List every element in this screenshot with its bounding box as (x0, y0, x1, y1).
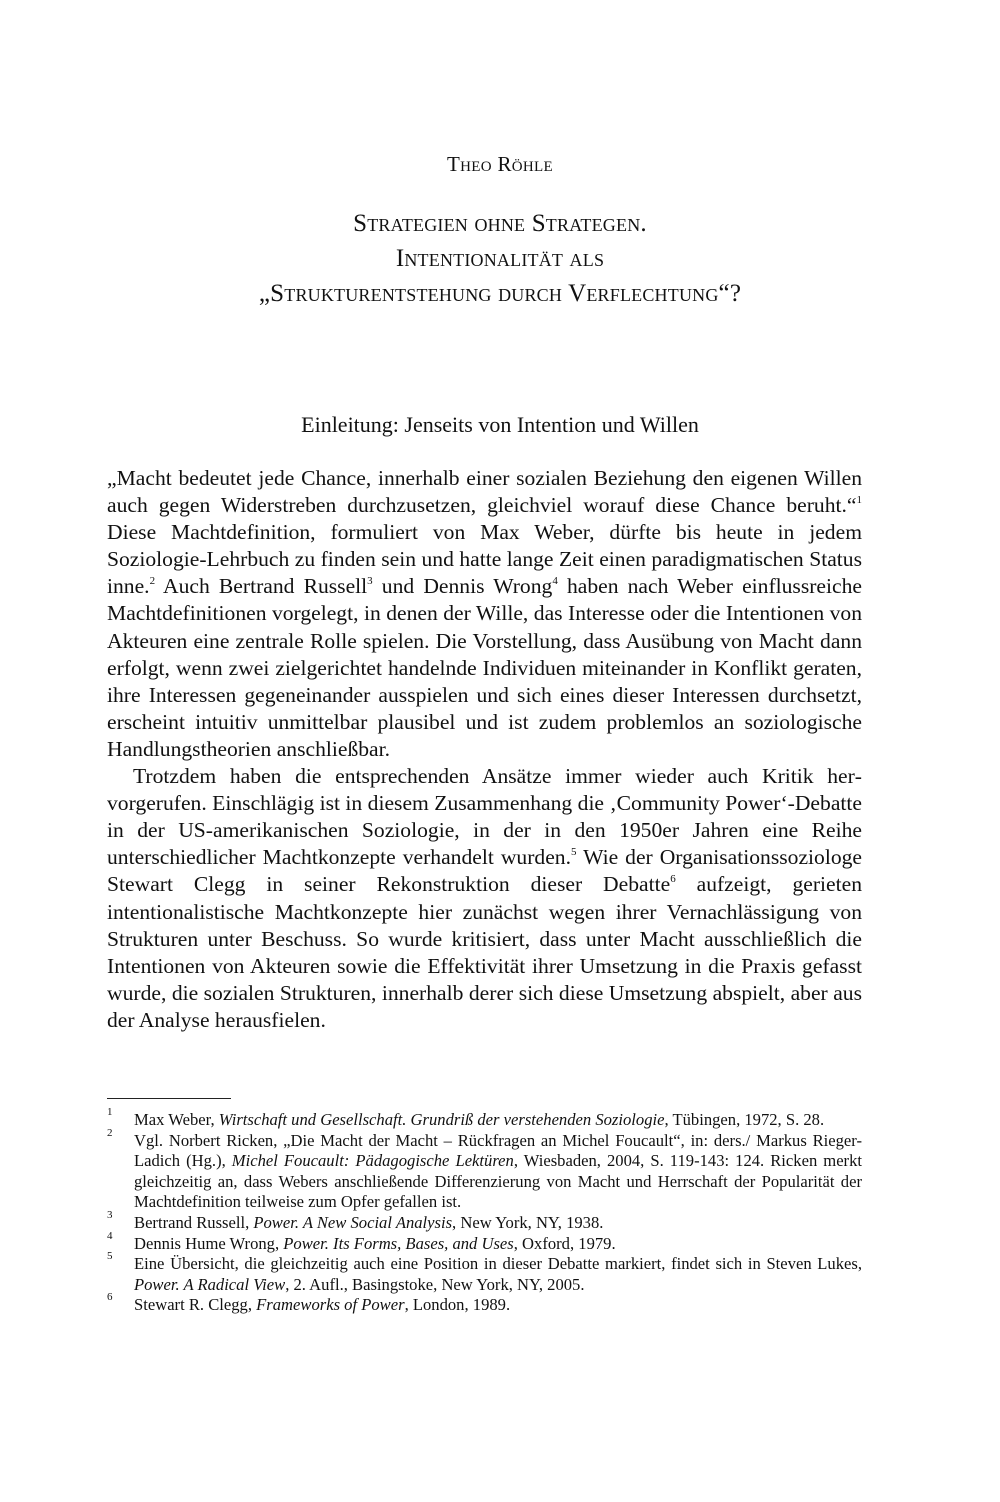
footnote-separator (107, 1098, 231, 1099)
footnote-4 (107, 1229, 862, 1255)
footnote-1 (107, 1106, 862, 1131)
paragraph-2 (107, 763, 862, 1034)
footnote-5 (107, 1250, 862, 1295)
paragraph-1 (107, 465, 862, 763)
footnote-number: 2 (107, 1126, 113, 1139)
text-run: Vgl. Norbert Ricken, „Die Macht der Macht – Rückfragen an Michel Foucault“, in: ders./ Markus Rieger-Ladich (Hg.), (134, 1130, 862, 1171)
chapter-title-line-3: „Strukturentstehung durch Verflechtung“? (258, 280, 742, 307)
footnotes (107, 1106, 862, 1316)
footnote-reference[interactable]: 5 (571, 846, 577, 859)
footnote-number: 4 (107, 1229, 113, 1242)
text-run: Eine Übersicht, die gleichzeitig auch eine Position in dieser Debatte markiert, findet sich in Steven Lukes, (134, 1254, 862, 1274)
author-name: Theo Röhle (447, 152, 553, 176)
cited-work-title: Power. A New Social Analysis (253, 1212, 453, 1232)
cited-work-title: Frameworks of Power (256, 1295, 405, 1315)
text-run: , Wiesbaden, 2004, S. 119-143: 124. Ricken merkt gleichzeitig an, dass Webers anschließende Differenzierung von Macht und Herrschaft der Popularität der Machtdefinition teilweise zum Opfer gefallen ist. (134, 1151, 862, 1212)
footnote-reference[interactable]: 4 (552, 575, 558, 588)
footnote-number: 3 (107, 1208, 113, 1221)
text-run: „Macht bedeutet jede Chance, innerhalb einer sozialen Beziehung den eigenen Willen auch gegen Widerstreben durchzusetzen, gleichviel worauf diese Chance beruht.“ (107, 466, 862, 518)
chapter-title-line-2: Intentionalität als (395, 245, 605, 272)
section-heading: Einleitung: Jenseits von Intention und Willen (301, 412, 699, 437)
footnote-6 (107, 1291, 862, 1316)
text-run: , London, 1989. (404, 1295, 511, 1315)
text-run: aufzeigt, gerieten intentionalistische Machtkonzepte hier zunächst wegen ihrer Vernachlässigung von Strukturen unter Beschuss. So wurde kritisiert, dass unter Macht ausschließlich die Intentionen von Akteuren sowie die Effektivität ihrer Umsetzung in die Praxis gefasst wurde, die sozialen Strukturen, innerhalb derer sich diese Umsetzung abspielt, aber aus der Analyse herausfielen. (107, 872, 862, 1032)
footnote-reference[interactable]: 2 (149, 575, 156, 588)
text-run: , Tübingen, 1972, S. 28. (664, 1110, 825, 1129)
chapter-title-line-1: Strategien ohne Strategen. (353, 210, 647, 237)
text-run: , 2. Aufl., Basingstoke, New York, NY, 2005. (285, 1274, 585, 1294)
cited-work-title: Michel Foucault: Pädagogische Lektüren (231, 1151, 514, 1171)
text-run: Diese Machtdefinition, formuliert von Max Weber, dürfte bis heute in jedem Soziologie-Lehrbuch zu finden sein und hatte lange Zeit einen paradigmatischen Status inne. (107, 520, 862, 599)
text-run: Dennis Hume Wrong, (134, 1233, 284, 1253)
text-run: und Dennis Wrong (372, 574, 553, 599)
text-run: Auch Bertrand Russell (155, 574, 368, 599)
body-text (107, 465, 862, 1034)
footnote-number: 1 (107, 1106, 113, 1118)
footnote-number: 6 (107, 1291, 113, 1304)
text-run: , New York, NY, 1938. (452, 1212, 604, 1232)
text-run: haben nach Weber einflussreiche Machtdefinitionen vorgelegt, in denen der Wille, das Interesse oder die Intentionen von Akteuren eine zentrale Rolle spielen. Die Vorstellung, dass Ausübung von Macht dann erfolgt, wenn zwei zielgerichtet handelnde Individuen miteinander in Konflikt geraten, ihre Interessen gegeneinander ausspielen und sich eines dieser Interessen durchsetzt, erscheint intuitiv unmittelbar plausibel und ist zudem problemlos an soziologische Handlungstheorien anschließbar. (107, 574, 862, 761)
footnote-number: 5 (107, 1250, 113, 1263)
footnote-reference[interactable]: 6 (670, 873, 676, 886)
cited-work-title: Power. A Radical View (134, 1274, 286, 1294)
text-run: Bertrand Russell, (134, 1212, 254, 1232)
text-run: Max Weber, (134, 1110, 219, 1129)
text-run: Stewart R. Clegg, (134, 1295, 257, 1315)
text-run: Trotzdem haben die entsprechenden Ansätze immer wieder auch Kritik hervorgerufen. Einschlägig ist in diesem Zusammenhang die ‚Community Power‘-Debatte in der US-amerikanischen Soziologie, in der in den 1950er Jahren eine Reihe unterschiedlicher Machtkonzepte verhandelt wurden. (107, 764, 862, 870)
cited-work-title: Power. Its Forms, Bases, and Uses (283, 1233, 514, 1253)
footnote-2 (107, 1126, 862, 1213)
cited-work-title: Wirtschaft und Gesellschaft. Grundriß der verstehenden Soziologie (218, 1110, 665, 1129)
text-run: Wie der Organisationssoziologe Stewart Clegg in seiner Rekonstruktion dieser Debatte (107, 845, 863, 897)
text-run: , Oxford, 1979. (513, 1233, 616, 1253)
chapter-title (0, 206, 1000, 311)
footnote-reference[interactable]: 3 (367, 575, 373, 588)
footnote-3 (107, 1208, 862, 1234)
footnote-reference[interactable]: 1 (856, 494, 862, 507)
